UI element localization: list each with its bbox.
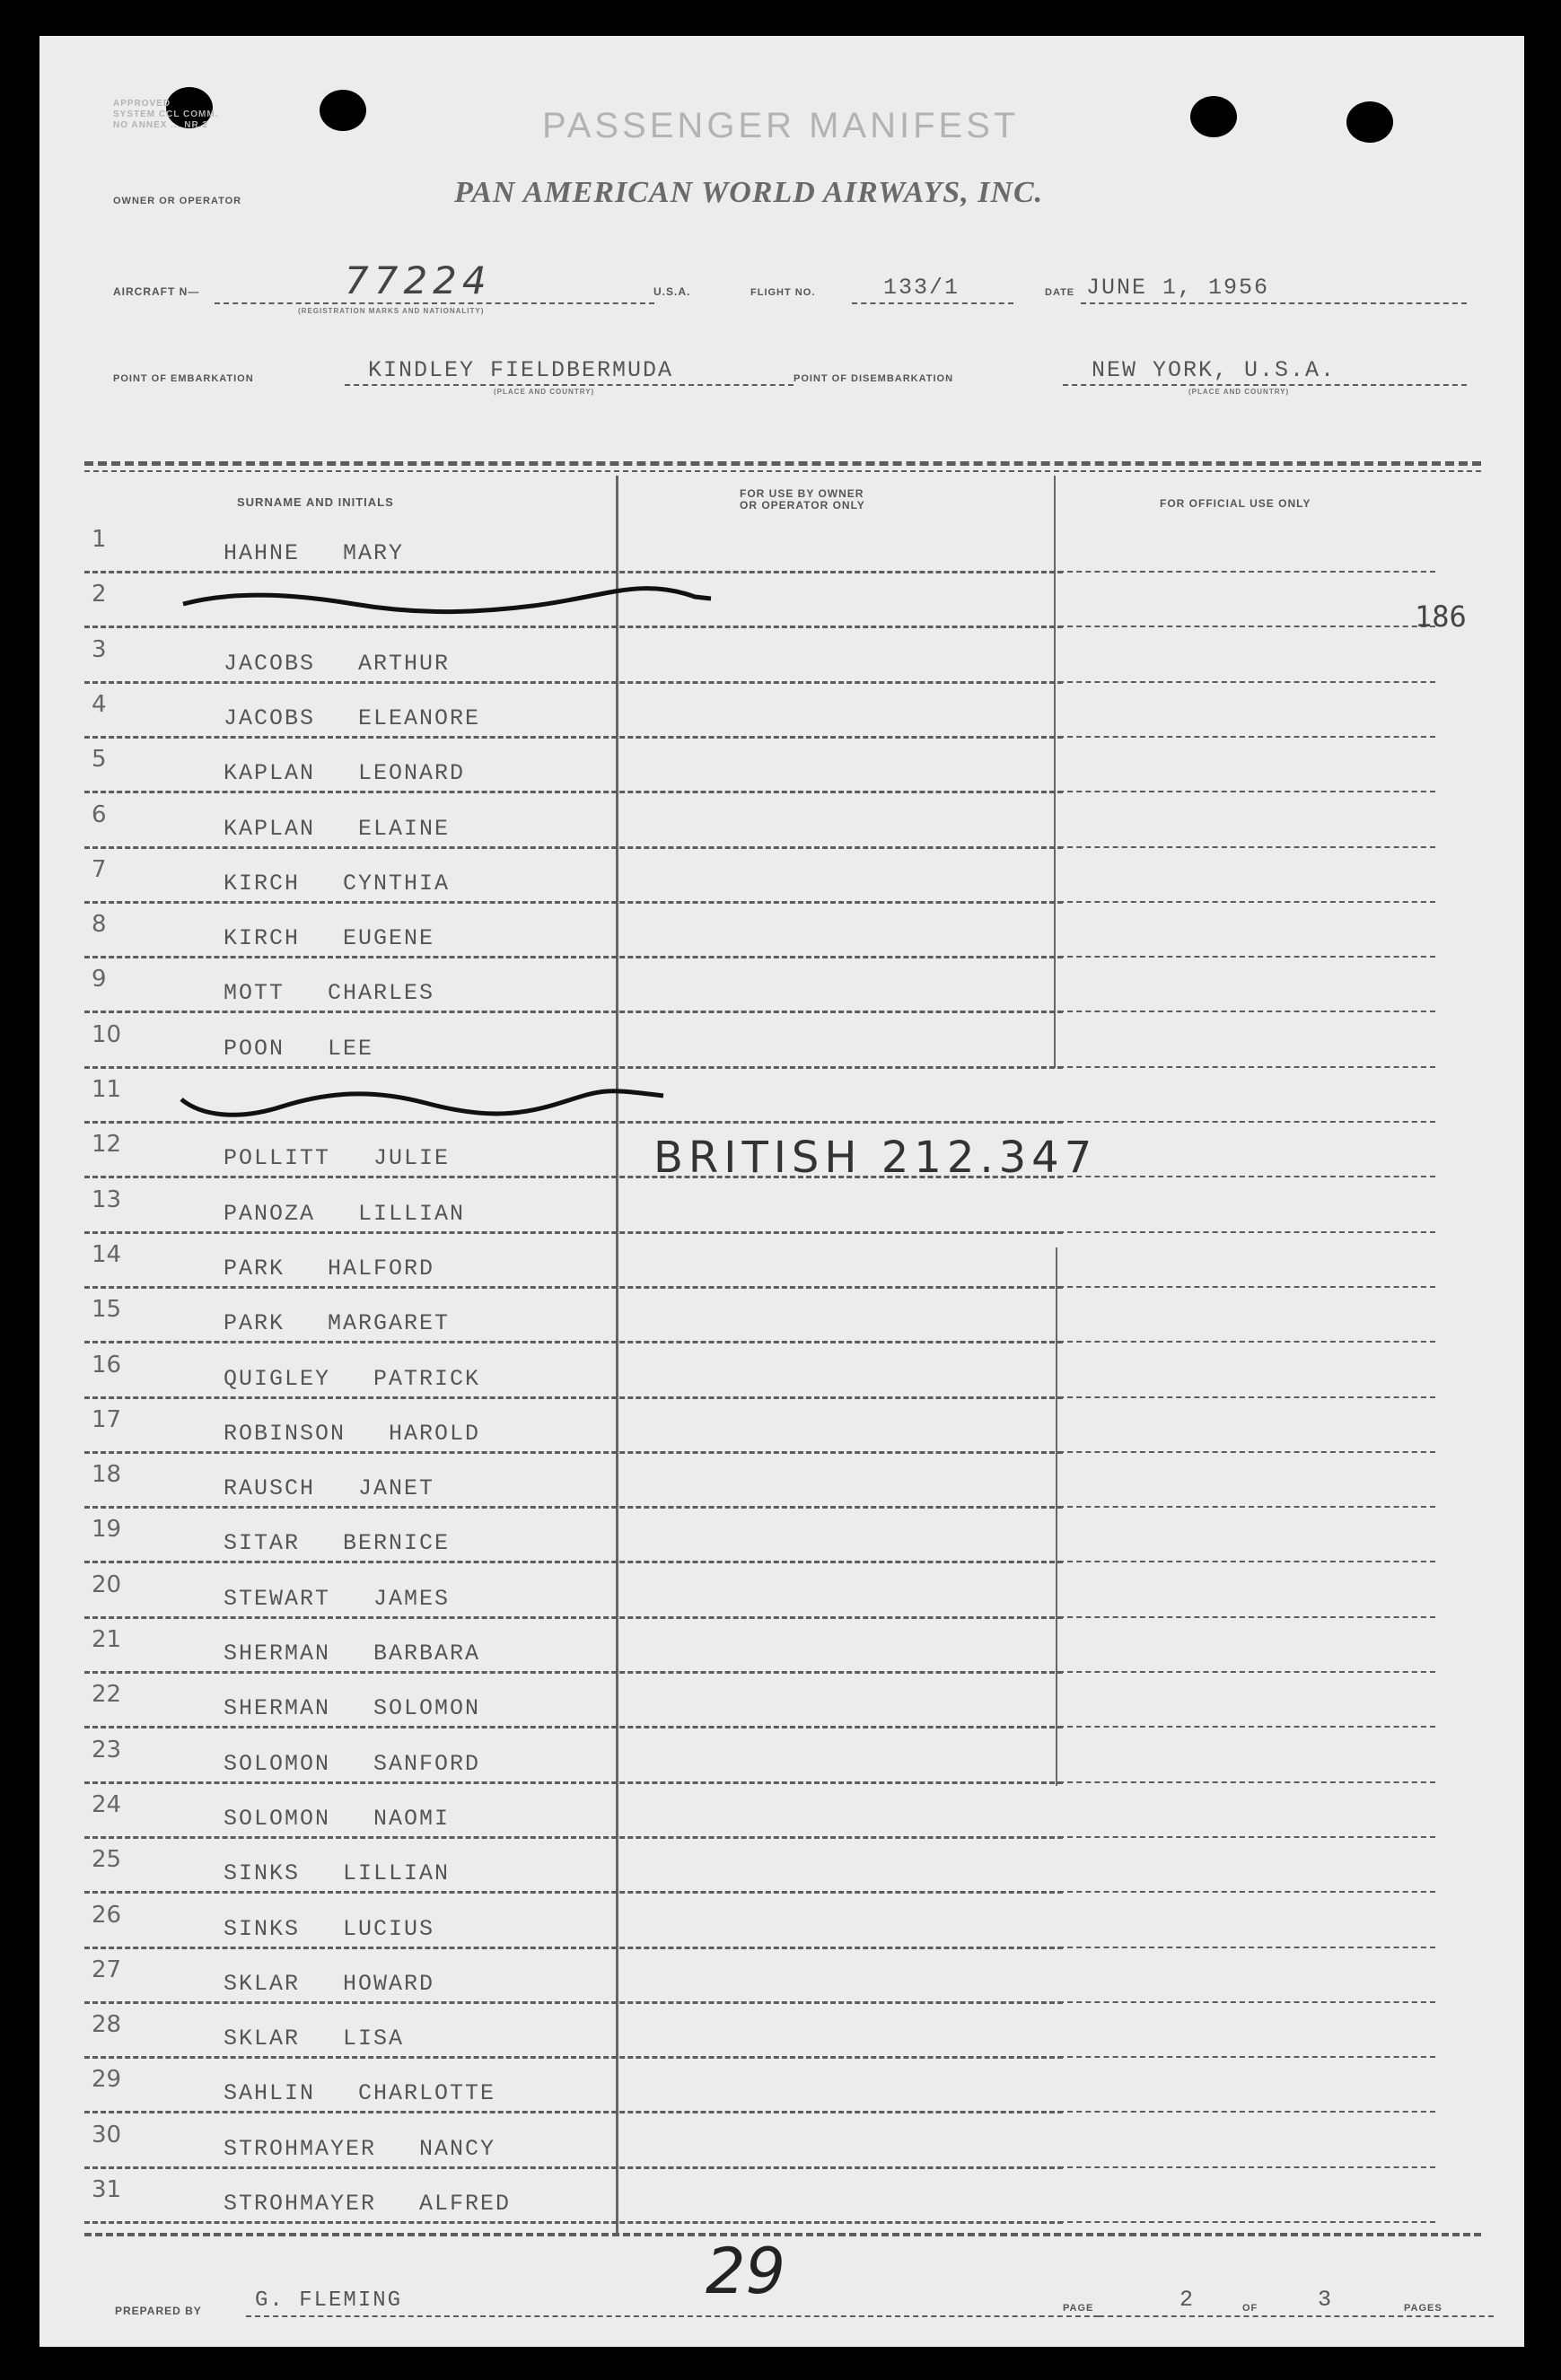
passenger-name — [224, 651, 450, 677]
passenger-surname: ROBINSON — [224, 1421, 346, 1447]
official-row-rule — [1058, 1506, 1435, 1508]
passenger-name — [224, 1860, 450, 1886]
passenger-given-name: LUCIUS — [343, 1916, 435, 1942]
passenger-name — [224, 760, 465, 786]
official-row-rule — [1058, 1231, 1435, 1233]
page-label: PAGE — [1063, 2303, 1094, 2314]
passenger-name — [224, 2080, 495, 2106]
disembarkation-value: NEW YORK, U.S.A. — [1092, 357, 1337, 383]
disembarkation-caption: (PLACE AND COUNTRY) — [1188, 388, 1290, 396]
passenger-given-name: CHARLOTTE — [358, 2080, 496, 2106]
official-row-rule — [1058, 2111, 1435, 2113]
row-rule — [84, 1451, 1063, 1454]
passenger-given-name: LEONARD — [358, 760, 466, 786]
passenger-name — [224, 2191, 511, 2217]
strike-out-row-11 — [174, 1080, 677, 1129]
row-number: 29 — [92, 2066, 122, 2093]
passenger-name — [224, 1695, 480, 1721]
row-rule — [84, 1726, 1063, 1728]
passenger-given-name: NAOMI — [373, 1806, 451, 1832]
passenger-given-name: SANFORD — [373, 1751, 481, 1777]
official-row-rule — [1058, 1121, 1435, 1123]
row-rule — [84, 1396, 1063, 1399]
passenger-surname: KAPLAN — [224, 760, 316, 786]
row-number: 25 — [92, 1846, 122, 1873]
passenger-given-name: EUGENE — [343, 925, 435, 951]
passenger-name — [224, 705, 480, 731]
official-row-rule — [1058, 736, 1435, 738]
row-number: 23 — [92, 1737, 122, 1763]
approval-note: APPROVED SYSTEM CCL COMM. NO ANNEX ... NR.2 — [113, 99, 219, 130]
passenger-given-name: CHARLES — [328, 980, 435, 1006]
passenger-surname: JACOBS — [224, 651, 316, 677]
row-number: 26 — [92, 1902, 122, 1929]
official-row-rule — [1058, 2166, 1435, 2168]
passenger-name — [224, 1201, 465, 1227]
row-number: 3 — [92, 636, 107, 663]
row-rule — [84, 571, 1063, 573]
passenger-name — [224, 1586, 450, 1612]
row-number: 22 — [92, 1681, 122, 1708]
row-number: 19 — [92, 1516, 122, 1543]
passenger-given-name: LISA — [343, 2026, 405, 2052]
passenger-given-name: HALFORD — [328, 1256, 435, 1282]
form-title: PASSENGER MANIFEST — [542, 106, 1020, 145]
passenger-name — [224, 1641, 480, 1667]
punch-hole-icon — [1346, 101, 1393, 143]
row-number: 1 — [92, 526, 107, 553]
row-number: 8 — [92, 911, 107, 938]
row-number: 10 — [92, 1021, 122, 1048]
official-row-rule — [1058, 626, 1435, 627]
row-number: 17 — [92, 1406, 122, 1433]
flight-value: 133/1 — [883, 275, 960, 301]
row-rule — [84, 1341, 1063, 1343]
row-number: 9 — [92, 966, 107, 993]
row-rule — [84, 1231, 1063, 1234]
passenger-given-name: ALFRED — [419, 2191, 512, 2217]
passenger-name — [224, 1751, 480, 1777]
aircraft-caption: (REGISTRATION MARKS AND NATIONALITY) — [298, 307, 485, 315]
passenger-name — [224, 1366, 480, 1392]
passenger-surname: KAPLAN — [224, 816, 316, 842]
row-number: 6 — [92, 801, 107, 828]
row-rule — [84, 681, 1063, 684]
passenger-name — [224, 816, 450, 842]
passenger-surname: SOLOMON — [224, 1751, 331, 1777]
row-rule — [84, 1286, 1063, 1289]
prepared-value: G. FLEMING — [255, 2288, 403, 2313]
passenger-given-name: HOWARD — [343, 1971, 435, 1997]
official-row-rule — [1058, 1451, 1435, 1453]
owner-note: BRITISH 212.347 — [653, 1133, 1098, 1183]
column-surname: SURNAME AND INITIALS — [237, 495, 394, 509]
official-row-rule — [1058, 2221, 1435, 2223]
passenger-name — [224, 1916, 434, 1942]
passenger-surname: SAHLIN — [224, 2080, 316, 2106]
row-number: 31 — [92, 2176, 122, 2203]
row-rule — [84, 1011, 1063, 1013]
passenger-surname: QUIGLEY — [224, 1366, 331, 1392]
row-number: 21 — [92, 1626, 122, 1653]
pages-label: PAGES — [1404, 2303, 1443, 2314]
official-row-rule — [1058, 901, 1435, 903]
passenger-name — [224, 540, 404, 566]
passenger-given-name: PATRICK — [373, 1366, 481, 1392]
row-rule — [84, 1616, 1063, 1619]
passenger-name — [224, 871, 450, 897]
official-row-rule — [1058, 2056, 1435, 2058]
aircraft-label: AIRCRAFT N— — [113, 285, 200, 298]
passenger-name — [224, 1421, 480, 1447]
official-row-rule — [1058, 1066, 1435, 1068]
row-number: 14 — [92, 1241, 122, 1268]
passenger-name — [224, 2136, 495, 2162]
official-row-rule — [1058, 956, 1435, 958]
count-note: 29 — [706, 2235, 786, 2308]
passenger-given-name: SOLOMON — [373, 1695, 481, 1721]
embarkation-value: KINDLEY FIELDBERMUDA — [368, 357, 674, 383]
passenger-surname: KIRCH — [224, 925, 301, 951]
row-number: 24 — [92, 1791, 122, 1818]
passenger-surname: MOTT — [224, 980, 285, 1006]
strike-out-row-2 — [174, 579, 749, 624]
row-number: 5 — [92, 746, 107, 773]
official-row-rule — [1058, 681, 1435, 683]
passenger-surname: PARK — [224, 1256, 285, 1282]
row-number: 2 — [92, 581, 107, 608]
column-official-use: FOR OFFICIAL USE ONLY — [1160, 497, 1311, 510]
official-row-rule — [1058, 1947, 1435, 1948]
official-row-rule — [1058, 1616, 1435, 1618]
owner-label: OWNER OR OPERATOR — [113, 196, 242, 206]
passenger-surname: STROHMAYER — [224, 2191, 377, 2217]
passenger-surname: SKLAR — [224, 2026, 301, 2052]
row-rule — [84, 1671, 1063, 1674]
of-value: 3 — [1318, 2287, 1334, 2313]
passenger-surname: SINKS — [224, 1916, 301, 1942]
passenger-name — [224, 2026, 404, 2052]
passenger-name — [224, 1145, 450, 1171]
row-number: 4 — [92, 691, 107, 718]
date-label: DATE — [1045, 287, 1075, 298]
passenger-surname: JACOBS — [224, 705, 316, 731]
row-number: 27 — [92, 1956, 122, 1983]
manifest-page — [39, 36, 1524, 2347]
row-rule — [84, 2111, 1063, 2113]
passenger-given-name: LEE — [328, 1036, 374, 1062]
disembarkation-label: POINT OF DISEMBARKATION — [794, 373, 954, 384]
passenger-given-name: BARBARA — [373, 1641, 481, 1667]
usa-label: U.S.A. — [653, 285, 691, 298]
passenger-surname: RAUSCH — [224, 1475, 316, 1501]
passenger-given-name: LILLIAN — [343, 1860, 451, 1886]
passenger-surname: PANOZA — [224, 1201, 316, 1227]
row-number: 18 — [92, 1461, 122, 1488]
row-rule — [84, 956, 1063, 958]
passenger-surname: PARK — [224, 1310, 285, 1336]
passenger-name — [224, 1806, 450, 1832]
passenger-given-name: BERNICE — [343, 1530, 451, 1556]
passenger-surname: HAHNE — [224, 540, 301, 566]
passenger-surname: POON — [224, 1036, 285, 1062]
row-rule — [84, 846, 1063, 849]
passenger-surname: STEWART — [224, 1586, 331, 1612]
punch-hole-icon — [320, 90, 366, 131]
row-number: 15 — [92, 1296, 122, 1323]
official-row-rule — [1058, 1396, 1435, 1398]
passenger-given-name: MARGARET — [328, 1310, 451, 1336]
passenger-name — [224, 1310, 450, 1336]
row-number: 13 — [92, 1186, 122, 1213]
of-label: OF — [1242, 2303, 1258, 2314]
row-rule — [84, 1891, 1063, 1894]
row-number: 20 — [92, 1571, 122, 1598]
row-rule — [84, 1066, 1063, 1069]
row-rule — [84, 2056, 1063, 2059]
passenger-surname: SINKS — [224, 1860, 301, 1886]
passenger-surname: KIRCH — [224, 871, 301, 897]
passenger-given-name: MARY — [343, 540, 405, 566]
official-row-rule — [1058, 1781, 1435, 1783]
row-rule — [84, 1836, 1063, 1839]
row-rule — [84, 1506, 1063, 1509]
passenger-given-name: ARTHUR — [358, 651, 451, 677]
passenger-given-name: NANCY — [419, 2136, 496, 2162]
row-rule — [84, 791, 1063, 793]
passenger-given-name: ELEANORE — [358, 705, 481, 731]
official-row-rule — [1058, 1561, 1435, 1562]
page-value: 2 — [1180, 2287, 1196, 2313]
passenger-name — [224, 980, 434, 1006]
row-rule — [84, 736, 1063, 739]
column-owner-use: FOR USE BY OWNER OR OPERATOR ONLY — [740, 487, 865, 512]
passenger-surname: SITAR — [224, 1530, 301, 1556]
official-row-rule — [1058, 791, 1435, 792]
official-row-rule — [1058, 846, 1435, 848]
owner-value: PAN AMERICAN WORLD AIRWAYS, INC. — [454, 176, 1044, 209]
aircraft-value: 77224 — [345, 258, 492, 302]
passenger-surname: SHERMAN — [224, 1695, 331, 1721]
row-rule — [84, 901, 1063, 904]
prepared-label: PREPARED BY — [115, 2305, 202, 2317]
passenger-name — [224, 1036, 373, 1062]
row-number: 30 — [92, 2122, 122, 2148]
official-row-rule — [1058, 2001, 1435, 2003]
row-number: 12 — [92, 1131, 122, 1158]
embarkation-label: POINT OF EMBARKATION — [113, 373, 254, 384]
official-row-rule — [1058, 1891, 1435, 1893]
row-number: 7 — [92, 856, 107, 883]
passenger-given-name: ELAINE — [358, 816, 451, 842]
official-row-rule — [1058, 1726, 1435, 1728]
embarkation-caption: (PLACE AND COUNTRY) — [494, 388, 595, 396]
side-note: 186 — [1415, 599, 1467, 634]
official-row-rule — [1058, 1176, 1435, 1177]
passenger-surname: STROHMAYER — [224, 2136, 377, 2162]
row-rule — [84, 1561, 1063, 1563]
row-rule — [84, 2166, 1063, 2169]
official-row-rule — [1058, 1341, 1435, 1343]
row-number: 11 — [92, 1076, 122, 1103]
passenger-name — [224, 1256, 434, 1282]
passenger-surname: POLLITT — [224, 1145, 331, 1171]
passenger-name — [224, 925, 434, 951]
passenger-name — [224, 1475, 434, 1501]
official-row-rule — [1058, 1671, 1435, 1673]
passenger-surname: SHERMAN — [224, 1641, 331, 1667]
official-row-rule — [1058, 1836, 1435, 1838]
passenger-name — [224, 1530, 450, 1556]
passenger-name — [224, 1971, 434, 1997]
row-number: 28 — [92, 2011, 122, 2038]
passenger-given-name: JAMES — [373, 1586, 451, 1612]
passenger-surname: SOLOMON — [224, 1806, 331, 1832]
passenger-given-name: JULIE — [373, 1145, 451, 1171]
official-row-rule — [1058, 1286, 1435, 1288]
passenger-surname: SKLAR — [224, 1971, 301, 1997]
passenger-given-name: LILLIAN — [358, 1201, 466, 1227]
row-rule — [84, 1781, 1063, 1784]
passenger-given-name: HAROLD — [389, 1421, 481, 1447]
row-rule — [84, 1947, 1063, 1949]
passenger-given-name: JANET — [358, 1475, 435, 1501]
flight-label: FLIGHT NO. — [750, 287, 816, 298]
row-rule — [84, 2001, 1063, 2004]
official-row-rule — [1058, 571, 1435, 573]
row-rule — [84, 2221, 1063, 2224]
official-row-rule — [1058, 1011, 1435, 1012]
date-value: JUNE 1, 1956 — [1086, 275, 1270, 301]
row-number: 16 — [92, 1352, 122, 1378]
punch-hole-icon — [1190, 96, 1237, 137]
passenger-given-name: CYNTHIA — [343, 871, 451, 897]
row-rule — [84, 626, 1063, 628]
